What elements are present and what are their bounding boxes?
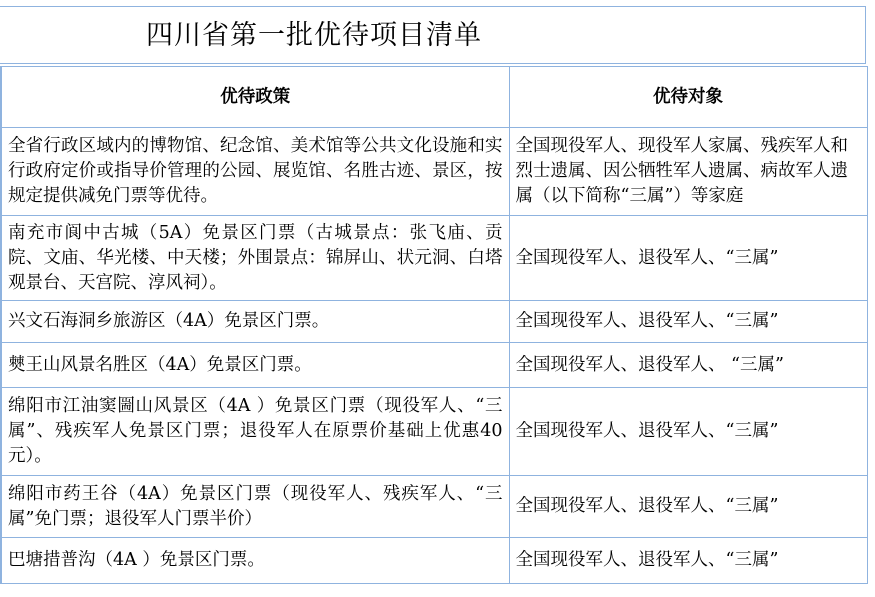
table-row — [1, 216, 867, 301]
target-cell: 全国现役军人、退役军人、“三属” — [509, 216, 867, 301]
policy-table — [0, 66, 868, 584]
target-cell: 全国现役军人、退役军人、 “三属” — [509, 343, 867, 388]
table-row — [1, 476, 867, 538]
target-cell: 全国现役军人、退役军人、“三属” — [509, 301, 867, 343]
table-header-row — [1, 67, 867, 128]
target-cell: 全国现役军人、退役军人、“三属” — [509, 476, 867, 538]
table-row — [1, 538, 867, 584]
policy-cell: 兴文石海洞乡旅游区（4A）免景区门票。 — [1, 301, 509, 343]
header-policy: 优待政策 — [1, 67, 509, 128]
table-row — [1, 128, 867, 216]
table-row — [1, 343, 867, 388]
target-cell: 全国现役军人、退役军人、“三属” — [509, 538, 867, 584]
table-row — [1, 301, 867, 343]
policy-cell: 全省行政区域内的博物馆、纪念馆、美术馆等公共文化设施和实行政府定价或指导价管理的公园、展览馆、名胜古迹、景区，按规定提供减免门票等优待。 — [1, 128, 509, 216]
policy-cell: 绵阳市药王谷（4A）免景区门票（现役军人、残疾军人、“三属”免门票；退役军人门票半价） — [1, 476, 509, 538]
policy-cell: 僰王山风景名胜区（4A）免景区门票。 — [1, 343, 509, 388]
header-target: 优待对象 — [509, 67, 867, 128]
title-box — [0, 6, 866, 64]
policy-cell: 南充市阆中古城（5A）免景区门票（古城景点：张飞庙、贡院、文庙、华光楼、中天楼；外围景点：锦屏山、状元洞、白塔观景台、天宫院、淳风祠）。 — [1, 216, 509, 301]
table-row — [1, 388, 867, 476]
policy-cell: 巴塘措普沟（4A ）免景区门票。 — [1, 538, 509, 584]
target-cell: 全国现役军人、现役军人家属、残疾军人和烈士遗属、因公牺牲军人遗属、病故军人遗属（以下简称“三属”）等家庭 — [509, 128, 867, 216]
page-title: 四川省第一批优待项目清单 — [146, 20, 482, 51]
target-cell: 全国现役军人、退役军人、“三属” — [509, 388, 867, 476]
policy-cell: 绵阳市江油窦圌山风景区（4A ）免景区门票（现役军人、“三属”、残疾军人免景区门票；退役军人在原票价基础上优惠40元）。 — [1, 388, 509, 476]
